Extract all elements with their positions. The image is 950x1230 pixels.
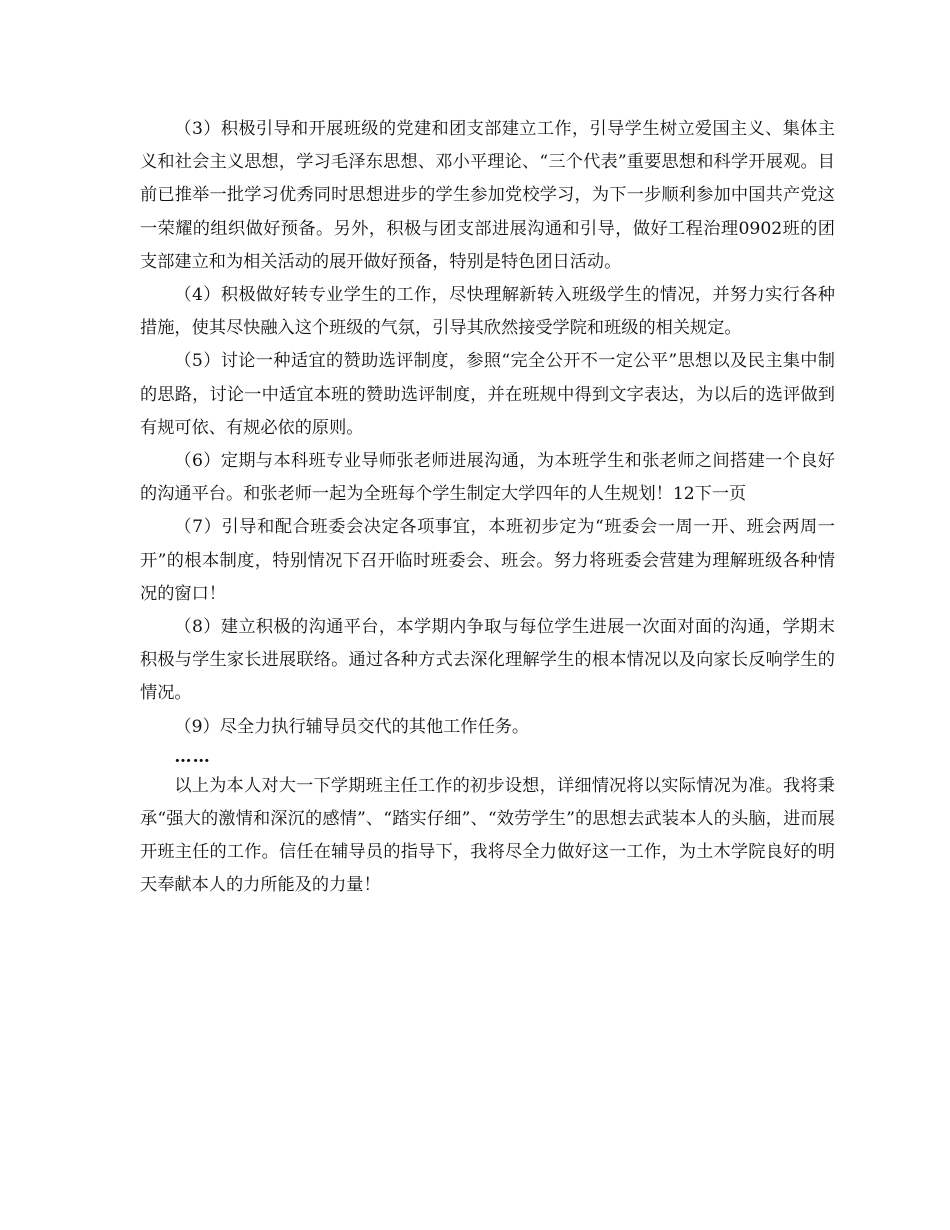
paragraph-7: （7）引导和配合班委会决定各项事宜，本班初步定为“班委会一周一开、班会两周一开”的根本制度，特别情况下召开临时班委会、班会。努力将班委会营建为理解班级各种情况的窗口！ (140, 517, 835, 604)
ellipsis-line: …… (174, 746, 211, 767)
paragraph-8: （8）建立积极的沟通平台，本学期内争取与每位学生进展一次面对面的沟通，学期末积极与学生家长进展联络。通过各种方式去深化理解学生的根本情况以及向家长反响学生的情况。 (140, 617, 835, 704)
paragraph-5: （5）讨论一种适宜的赞助选评制度，参照“完全公开不一定公平”思想以及民主集中制的思路，讨论一中适宜本班的赞助选评制度，并在班规中得到文字表达，为以后的选评做到有规可依、有规必依的原则。 (140, 351, 835, 438)
paragraph-6: （6）定期与本科班专业导师张老师进展沟通，为本班学生和张老师之间搭建一个良好的沟通平台。和张老师一起为全班每个学生制定大学四年的人生规划！12下一页 (140, 451, 835, 505)
document-page (140, 113, 835, 903)
paragraph-4: （4）积极做好转专业学生的工作，尽快理解新转入班级学生的情况，并努力实行各种措施，使其尽快融入这个班级的气氛，引导其欣然接受学院和班级的相关规定。 (140, 285, 835, 339)
paragraph-3: （3）积极引导和开展班级的党建和团支部建立工作，引导学生树立爱国主义、集体主义和社会主义思想，学习毛泽东思想、邓小平理论、“三个代表”重要思想和科学开展观。目前已推举一批学习优秀同时思想进步的学生参加党校学习，为下一步顺利参加中国共产党这一荣耀的组织做好预备。另外，积极与团支部进展沟通和引导，做好工程治理0902班的团支部建立和为相关活动的展开做好预备，特别是特色团日活动。 (140, 119, 835, 272)
paragraph-9: （9）尽全力执行辅导员交代的其他工作任务。 (174, 716, 530, 737)
closing-paragraph: 以上为本人对大一下学期班主任工作的初步设想，详细情况将以实际情况为准。我将秉承“强大的激情和深沉的感情”、“踏实仔细”、“效劳学生”的思想去武装本人的头脑，进而展开班主任的工作。信任在辅导员的指导下，我将尽全力做好这一工作，为土木学院良好的明天奉献本人的力所能及的力量！ (140, 775, 835, 896)
